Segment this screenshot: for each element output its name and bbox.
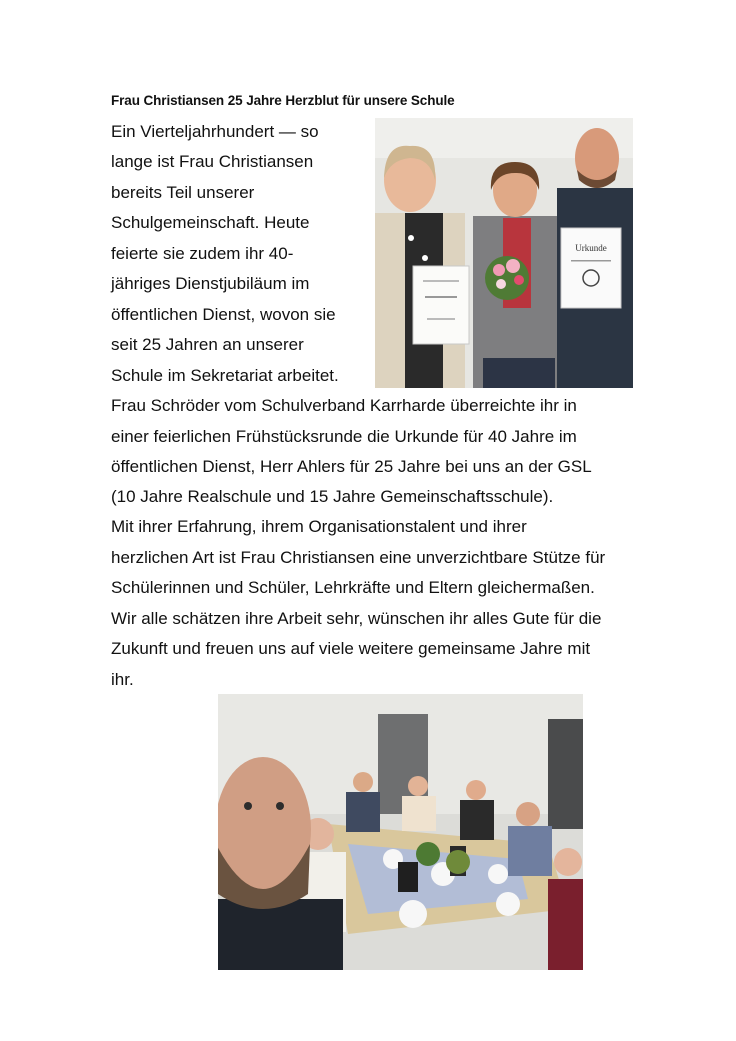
body-line: Schulgemeinschaft. Heute bbox=[111, 213, 310, 232]
body-line: öffentlichen Dienst, Herr Ahlers für 25 Jahre bei uns an der GSL bbox=[111, 457, 592, 476]
body-line: Zukunft und freuen uns auf viele weitere gemeinsame Jahre mit bbox=[111, 639, 591, 658]
body-line: herzlichen Art ist Frau Christiansen eine unverzichtbare Stütze für bbox=[111, 548, 606, 567]
body-line: feierte sie zudem ihr 40- bbox=[111, 244, 294, 263]
jubilee-photo bbox=[375, 118, 633, 388]
body-line: bereits Teil unserer bbox=[111, 183, 255, 202]
body-line: einer feierlichen Frühstücksrunde die Urkunde für 40 Jahre im bbox=[111, 427, 577, 446]
body-line: (10 Jahre Realschule und 15 Jahre Gemeinschaftsschule). bbox=[111, 487, 554, 506]
article-title: Frau Christiansen 25 Jahre Herzblut für unsere Schule bbox=[111, 93, 455, 108]
body-line: seit 25 Jahren an unserer bbox=[111, 335, 304, 354]
body-line: Schülerinnen und Schüler, Lehrkräfte und Eltern gleichermaßen. bbox=[111, 578, 595, 597]
certificate-heading: Urkunde bbox=[575, 243, 607, 253]
body-line: Mit ihrer Erfahrung, ihrem Organisationstalent und ihrer bbox=[111, 517, 527, 536]
body-line: Schule im Sekretariat arbeitet. bbox=[111, 366, 339, 385]
body-line: Ein Vierteljahrhundert — so bbox=[111, 122, 319, 141]
body-line: ihr. bbox=[111, 670, 134, 689]
body-line: Frau Schröder vom Schulverband Karrharde überreichte ihr in bbox=[111, 396, 577, 415]
body-line: Wir alle schätzen ihre Arbeit sehr, wünschen ihr alles Gute für die bbox=[111, 609, 602, 628]
body-line: lange ist Frau Christiansen bbox=[111, 152, 314, 171]
body-line: öffentlichen Dienst, wovon sie bbox=[111, 305, 336, 324]
breakfast-group-photo bbox=[218, 694, 583, 970]
body-line: jähriges Dienstjubiläum im bbox=[111, 274, 310, 293]
